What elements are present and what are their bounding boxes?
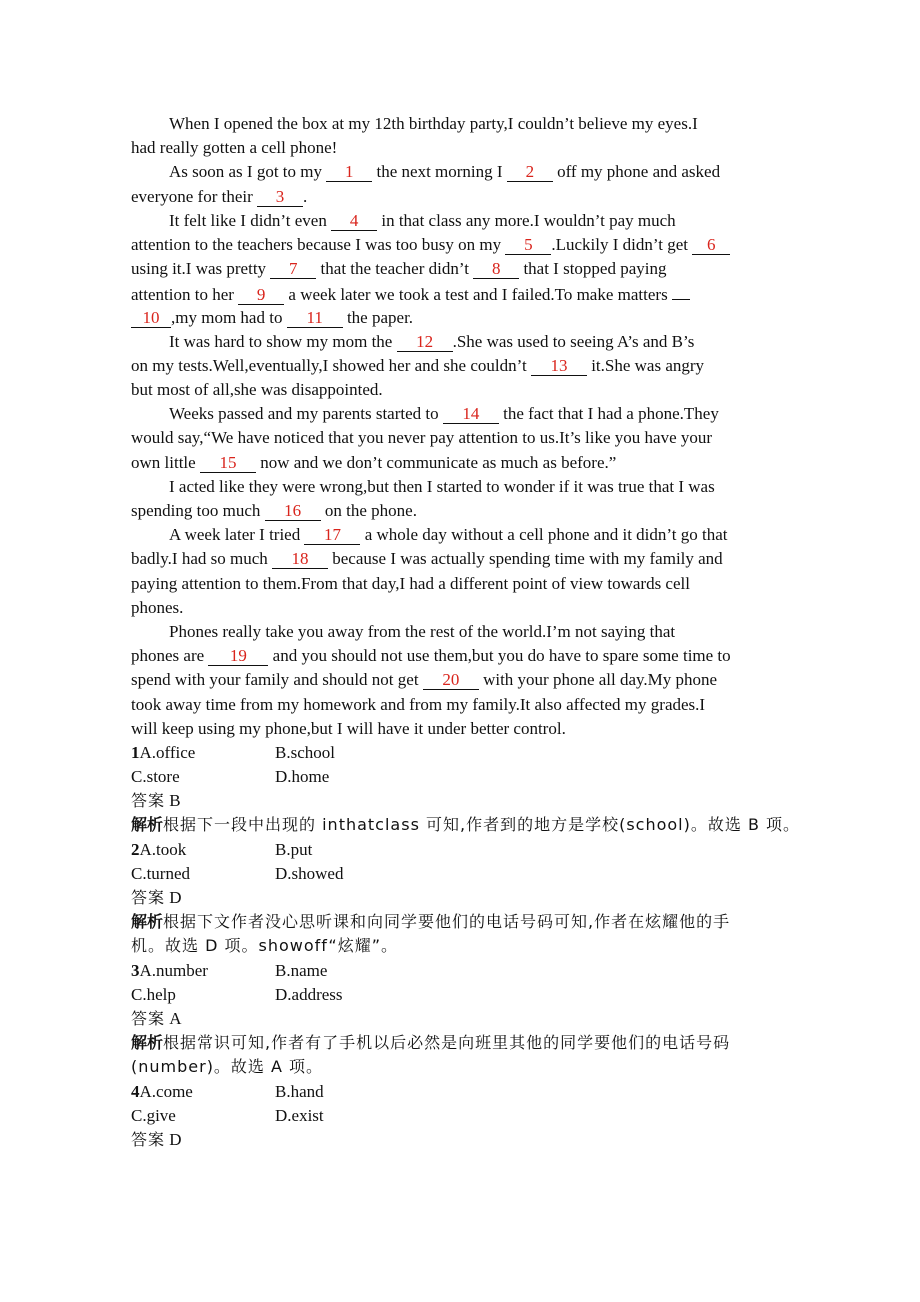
question-number: 1 — [131, 742, 140, 762]
answer-blank — [331, 212, 377, 231]
passage-line — [131, 426, 791, 450]
analysis-line — [131, 1055, 791, 1079]
option-row — [131, 1104, 791, 1128]
blank-number: 18 — [291, 549, 309, 569]
passage-text: .Luckily I didn’t get — [551, 234, 693, 254]
passage-text: took away time from my homework and from my family.It also affected my grades.I — [131, 694, 706, 714]
analysis-text: 根据常识可知,作者有了手机以后必然是向班里其他的同学要他们的电话号码 — [163, 1033, 731, 1053]
answer-value: D — [165, 888, 182, 907]
passage-text: Weeks passed and my parents started to — [169, 404, 443, 424]
answer-blank — [287, 309, 343, 328]
blank-number: 5 — [524, 234, 533, 254]
passage-text: that I stopped paying — [519, 259, 667, 279]
answer-label: 答案 — [131, 888, 166, 907]
blank-number: 7 — [289, 259, 298, 279]
passage-text: It felt like I didn’t even — [169, 210, 332, 230]
analysis-line — [131, 934, 791, 958]
analysis-text: 根据下一段中出现的 inthatclass 可知,作者到的地方是学校(school)。故选 B 项。 — [163, 815, 801, 835]
passage-line — [131, 281, 791, 305]
passage-text: in that class any more.I wouldn’t pay much — [377, 210, 676, 230]
analysis-line — [131, 1031, 791, 1055]
option-c: C.store — [131, 767, 180, 787]
passage-text: A week later I tried — [169, 525, 305, 545]
passage-text: the paper. — [342, 307, 414, 327]
answer-label: 答案 — [131, 791, 166, 811]
blank-number: 6 — [706, 234, 716, 254]
answer-blank — [131, 309, 171, 328]
passage-line — [131, 160, 791, 184]
passage-line — [131, 475, 791, 499]
passage-text: on the phone. — [320, 501, 417, 520]
passage-text: When I opened the box at my 12th birthday party,I couldn’t believe my eyes.I — [169, 114, 698, 133]
option-b: B.put — [275, 839, 313, 859]
passage-text: because I was actually spending time with my family and — [328, 549, 723, 569]
passage-text: but most of all,she was disappointed. — [131, 380, 383, 400]
option-c: C.give — [131, 1105, 176, 1125]
blank-number: 11 — [306, 307, 323, 327]
passage-text: and you should not use them,but you do have to spare some time to — [268, 646, 731, 666]
answer-line — [131, 886, 791, 910]
passage-text: .She was used to seeing A’s and B’s — [452, 331, 695, 351]
answer-blank — [423, 671, 479, 690]
question-list — [131, 741, 801, 1152]
passage-text: Phones really take you away from the rest of the world.I’m not saying that — [169, 621, 676, 641]
passage-text: using it.I was pretty — [131, 259, 271, 279]
option-row — [131, 1080, 791, 1104]
analysis-text: (number)。故选 A 项。 — [131, 1057, 324, 1077]
answer-blank — [473, 260, 519, 279]
passage-line — [131, 112, 791, 136]
passage-text: that the teacher didn’t — [316, 259, 474, 279]
answer-blank — [238, 286, 284, 305]
answer-line — [131, 789, 791, 813]
passage-text: spending too much — [131, 501, 265, 520]
option-row — [131, 959, 791, 983]
answer-blank — [257, 188, 303, 207]
option-row — [131, 862, 791, 886]
option-row — [131, 765, 791, 789]
passage-line — [131, 306, 791, 330]
blank-number: 17 — [323, 525, 341, 545]
blank-number: 9 — [256, 285, 266, 305]
blank-number: 10 — [142, 307, 160, 327]
blank-number: 8 — [491, 259, 501, 279]
option-c: C.turned — [131, 863, 191, 883]
option-a-text: A.come — [139, 1081, 193, 1101]
blank-number: 3 — [275, 186, 285, 206]
answer-label: 答案 — [131, 1008, 166, 1028]
question-number: 2 — [131, 839, 140, 859]
answer-line — [131, 1007, 791, 1031]
document-page — [131, 112, 801, 1152]
analysis-text: 机。故选 D 项。showoff“炫耀”。 — [131, 936, 398, 956]
answer-blank — [505, 236, 551, 255]
option-d: D.home — [275, 767, 330, 787]
passage-line — [131, 209, 791, 233]
blank-number: 16 — [284, 501, 302, 520]
passage-text: with your phone all day.My phone — [478, 670, 718, 690]
passage-text: spend with your family and should not get — [131, 670, 423, 690]
passage-text: badly.I had so much — [131, 549, 273, 569]
answer-blank — [507, 163, 553, 182]
option-a — [131, 838, 275, 862]
passage-line — [131, 233, 791, 257]
passage-text: off my phone and asked — [552, 162, 721, 182]
blank-number: 19 — [229, 646, 247, 666]
passage-line — [131, 547, 791, 571]
option-a-text: A.took — [139, 839, 187, 859]
answer-label: 答案 — [131, 1129, 166, 1149]
answer-blank — [272, 550, 328, 569]
answer-blank — [672, 281, 690, 300]
answer-value: A — [165, 1008, 182, 1028]
passage-text: phones are — [131, 646, 209, 666]
passage-line — [131, 644, 791, 668]
passage-text: own little — [131, 452, 200, 472]
passage-text: attention to the teachers because I was too busy on my — [131, 234, 506, 254]
passage-line — [131, 402, 791, 426]
option-row — [131, 741, 791, 765]
passage-line — [131, 620, 791, 644]
passage-text: would say,“We have noticed that you never pay attention to us.It’s like you have your — [131, 428, 713, 448]
option-row — [131, 983, 791, 1007]
option-c: C.help — [131, 984, 176, 1004]
passage-text: attention to her — [131, 285, 239, 305]
passage-text: ,my mom had to — [171, 307, 287, 327]
option-a — [131, 1080, 275, 1104]
question-number: 4 — [131, 1081, 140, 1101]
passage-text: As soon as I got to my — [169, 162, 327, 182]
blank-number: 20 — [442, 670, 460, 690]
passage-text: will keep using my phone,but I will have it under better control. — [131, 718, 566, 738]
answer-blank — [200, 454, 256, 473]
passage-line — [131, 693, 791, 717]
option-d: D.showed — [275, 863, 344, 883]
option-d: D.address — [275, 984, 343, 1004]
passage-text: paying attention to them.From that day,I had a different point of view towards cell — [131, 573, 690, 593]
blank-number: 15 — [219, 452, 237, 472]
answer-blank — [304, 526, 360, 545]
analysis-line — [131, 813, 801, 837]
passage-text: phones. — [131, 597, 184, 617]
option-b: B.name — [275, 960, 328, 980]
passage-text: It was hard to show my mom the — [169, 331, 397, 351]
analysis-label: 解析 — [131, 815, 164, 835]
option-row — [131, 838, 791, 862]
passage-text: the fact that I had a phone.They — [498, 404, 719, 424]
passage-text: everyone for their — [131, 186, 258, 206]
answer-blank — [397, 333, 453, 352]
passage-line — [131, 499, 791, 523]
passage-text: it.She was angry — [586, 355, 705, 375]
answer-blank — [531, 357, 587, 376]
answer-blank — [265, 502, 321, 521]
passage-line — [131, 378, 791, 402]
answer-value: B — [165, 791, 181, 811]
passage-line — [131, 185, 791, 209]
answer-blank — [692, 236, 730, 255]
passage-text: now and we don’t communicate as much as before.” — [255, 452, 617, 472]
blank-number: 1 — [345, 162, 354, 182]
option-a-text: A.number — [139, 960, 208, 980]
blank-number: 12 — [416, 331, 434, 351]
cloze-passage — [131, 112, 791, 741]
passage-text: a whole day without a cell phone and it didn’t go that — [360, 525, 728, 545]
passage-line — [131, 354, 791, 378]
answer-value: D — [165, 1129, 182, 1149]
analysis-label: 解析 — [131, 912, 164, 932]
blank-number: 4 — [349, 210, 359, 230]
passage-line — [131, 717, 791, 741]
passage-text: a week later we took a test and I failed.To make matters — [284, 285, 672, 305]
passage-line — [131, 572, 791, 596]
answer-blank — [270, 260, 316, 279]
analysis-label: 解析 — [131, 1033, 164, 1053]
blank-number: 2 — [525, 162, 535, 182]
passage-line — [131, 668, 791, 692]
blank-number: 13 — [550, 355, 568, 375]
blank-number: 14 — [462, 404, 480, 424]
passage-text: on my tests.Well,eventually,I showed her and she couldn’t — [131, 355, 531, 375]
answer-blank — [443, 405, 499, 424]
passage-line — [131, 257, 791, 281]
answer-blank — [326, 163, 372, 182]
option-b: B.school — [275, 742, 335, 762]
passage-line — [131, 523, 791, 547]
analysis-line — [131, 910, 791, 934]
answer-line — [131, 1128, 791, 1152]
option-a — [131, 741, 275, 765]
question-number: 3 — [131, 960, 140, 980]
passage-line — [131, 596, 791, 620]
analysis-text: 根据下文作者没心思听课和向同学要他们的电话号码可知,作者在炫耀他的手 — [163, 912, 731, 932]
passage-text: the next morning I — [372, 162, 507, 182]
passage-text: had really gotten a cell phone! — [131, 138, 338, 158]
passage-line — [131, 451, 791, 475]
option-a — [131, 959, 275, 983]
option-b: B.hand — [275, 1081, 324, 1101]
answer-blank — [208, 647, 268, 666]
option-d: D.exist — [275, 1105, 324, 1125]
passage-text: I acted like they were wrong,but then I started to wonder if it was true that I was — [169, 476, 715, 496]
option-a-text: A.office — [139, 742, 196, 762]
passage-text: . — [303, 186, 308, 206]
passage-line — [131, 136, 791, 160]
passage-line — [131, 330, 791, 354]
